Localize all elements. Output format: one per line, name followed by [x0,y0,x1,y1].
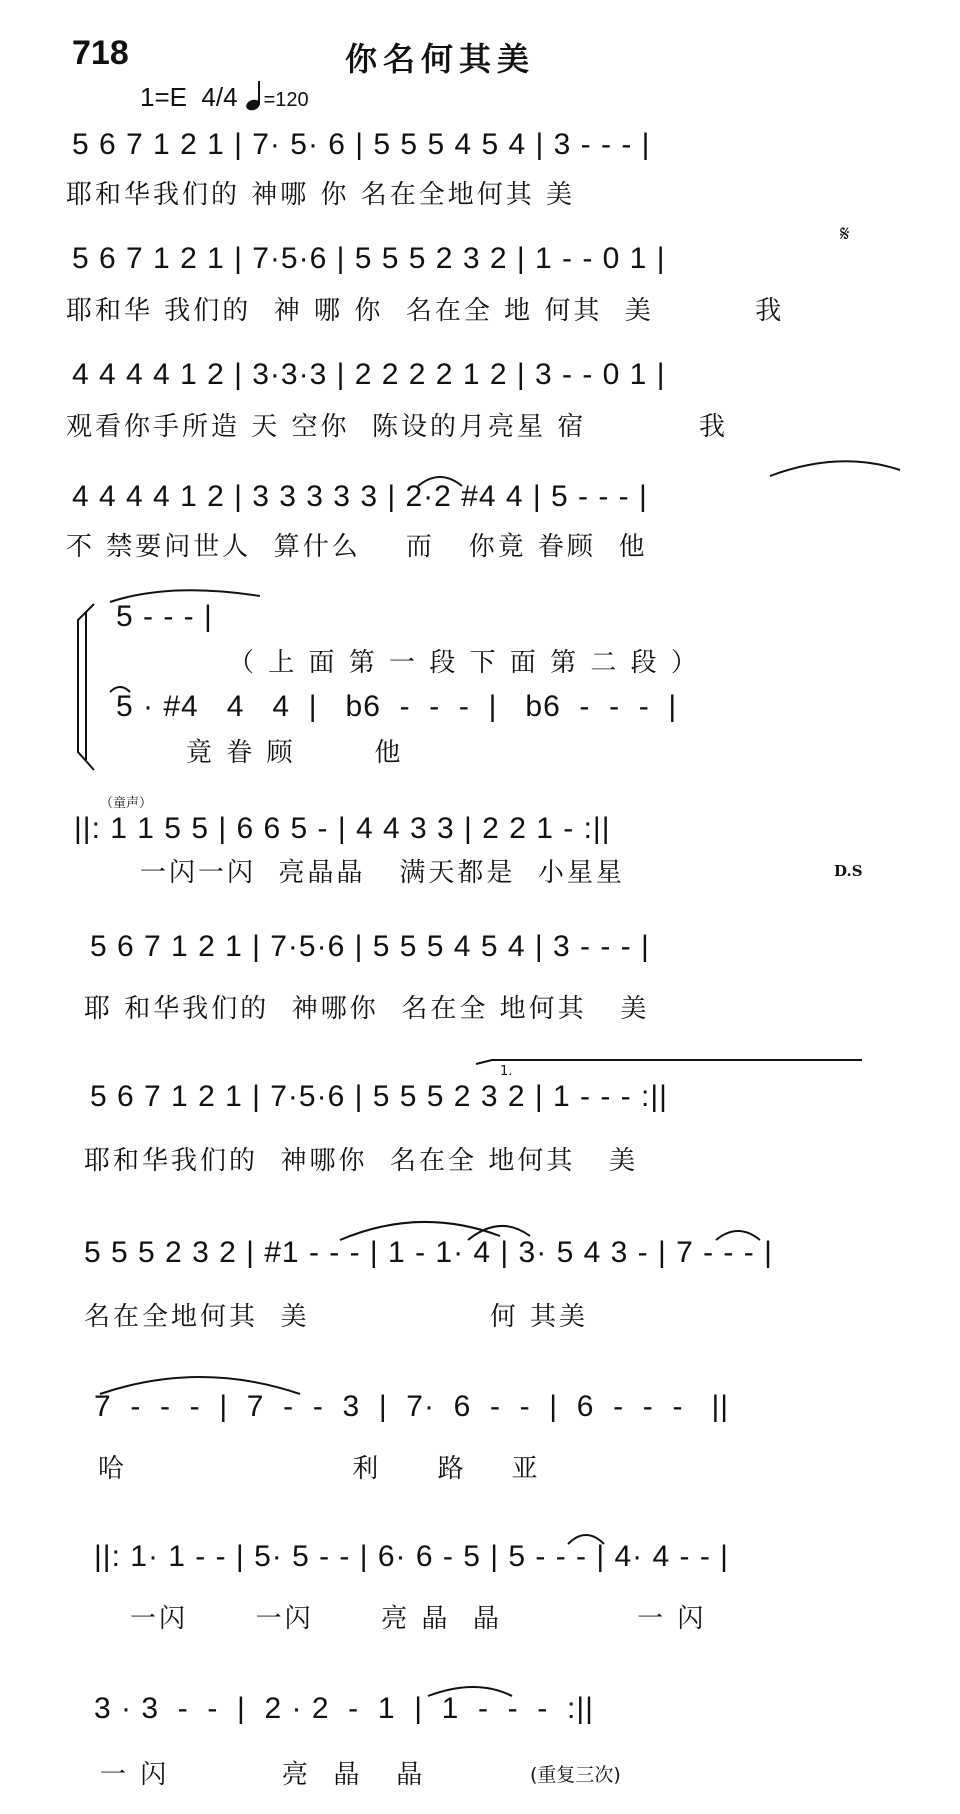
music-line-5: 5 - - - | [116,600,213,633]
music-line-1: 5 6 7 1 2 1 | 7· 5· 6 | 5 5 5 4 5 4 | 3 - - - | [72,128,651,161]
lyrics-line-11: 哈 利 路 亚 [98,1454,541,1484]
music-line-9: 5 6 7 1 2 1 | 7·5·6 | 5 5 5 2 3 2 | 1 - - - :|| [90,1080,668,1113]
slur-line-13 [428,1687,512,1696]
lyrics-line-6: 竟 眷 顾 他 [186,738,404,768]
slur-line-4 [770,461,900,476]
section-instruction: （ 上 面 第 一 段 下 面 第 二 段 ） [228,648,700,678]
slur-line-6 [110,687,130,692]
music-line-2: 5 6 7 1 2 1 | 7·5·6 | 5 5 5 2 3 2 | 1 - - 0 1 | [72,242,666,275]
music-line-4: 4 4 4 4 1 2 | 3 3 3 3 3 | 2·2 #4 4 | 5 - - - | [72,480,648,513]
music-line-3: 4 4 4 4 1 2 | 3·3·3 | 2 2 2 2 1 2 | 3 - - 0 1 | [72,358,666,391]
music-line-12: ||: 1· 1 - - | 5· 5 - - | 6· 6 - 5 | 5 - - - | 4· 4 - - | [94,1540,729,1573]
slur-line-10c [716,1231,760,1240]
slur-line-5 [110,590,260,602]
music-line-6: 5 · #4 4 4 | b6 - - - | b6 - - - | [116,690,678,723]
slur-line-11 [100,1377,300,1394]
repeat-note: (重复三次) [530,1764,621,1786]
ds-mark: D.S [834,862,863,880]
key-time-text: 1=E 4/4 [140,82,238,112]
slur-line-12 [568,1535,604,1544]
music-line-8: 5 6 7 1 2 1 | 7·5·6 | 5 5 5 4 5 4 | 3 - - - | [90,930,650,963]
music-line-10: 5 5 5 2 3 2 | #1 - - - | 1 - 1· 4 | 3· 5 4 3 - | 7 - - - | [84,1236,773,1269]
lyrics-line-1: 耶和华我们的 神哪 你 名在全地何其 美 [66,180,576,210]
lyrics-line-10: 名在全地何其 美 何 其美 [84,1302,589,1332]
lyrics-line-13: 一 闪 亮 晶 晶 [100,1760,426,1790]
lyrics-line-2: 耶和华 我们的 神 哪 你 名在全 地 何其 美 我 [66,296,785,326]
song-title: 你名何其美 [345,40,536,78]
tempo-value: =120 [263,89,309,111]
slur-line-10a [340,1222,500,1240]
lyrics-line-9: 耶和华我们的 神哪你 名在全 地何其 美 [84,1146,639,1176]
music-line-11: 7 - - - | 7 - - 3 | 7· 6 - - | 6 - - - || [94,1390,730,1423]
music-line-13: 3 · 3 - - | 2 · 2 - 1 | 1 - - - :|| [94,1692,594,1725]
segno-icon: 𝄋 [840,222,850,247]
lyrics-line-8: 耶 和华我们的 神哪你 名在全 地何其 美 [84,994,650,1024]
music-line-7: ||: 1 1 5 5 | 6 6 5 - | 4 4 3 3 | 2 2 1 - :|| [74,812,611,845]
volta-bracket [476,1060,862,1064]
lyrics-line-3: 观看你手所造 天 空你 陈设的月亮星 宿 我 [66,412,728,442]
lyrics-line-7: 一闪一闪 亮晶晶 满天都是 小星星 [140,858,625,888]
child-voice-label: （童声） [100,796,153,811]
slur-line-4b [418,477,462,486]
volta-number: 1. [500,1064,513,1079]
song-number: 718 [72,34,129,72]
lyrics-line-4: 不 禁要问世人 算什么 而 你竟 眷顾 他 [66,532,648,562]
lyrics-line-12: 一闪 一闪 亮 晶 晶 一 闪 [130,1604,707,1634]
